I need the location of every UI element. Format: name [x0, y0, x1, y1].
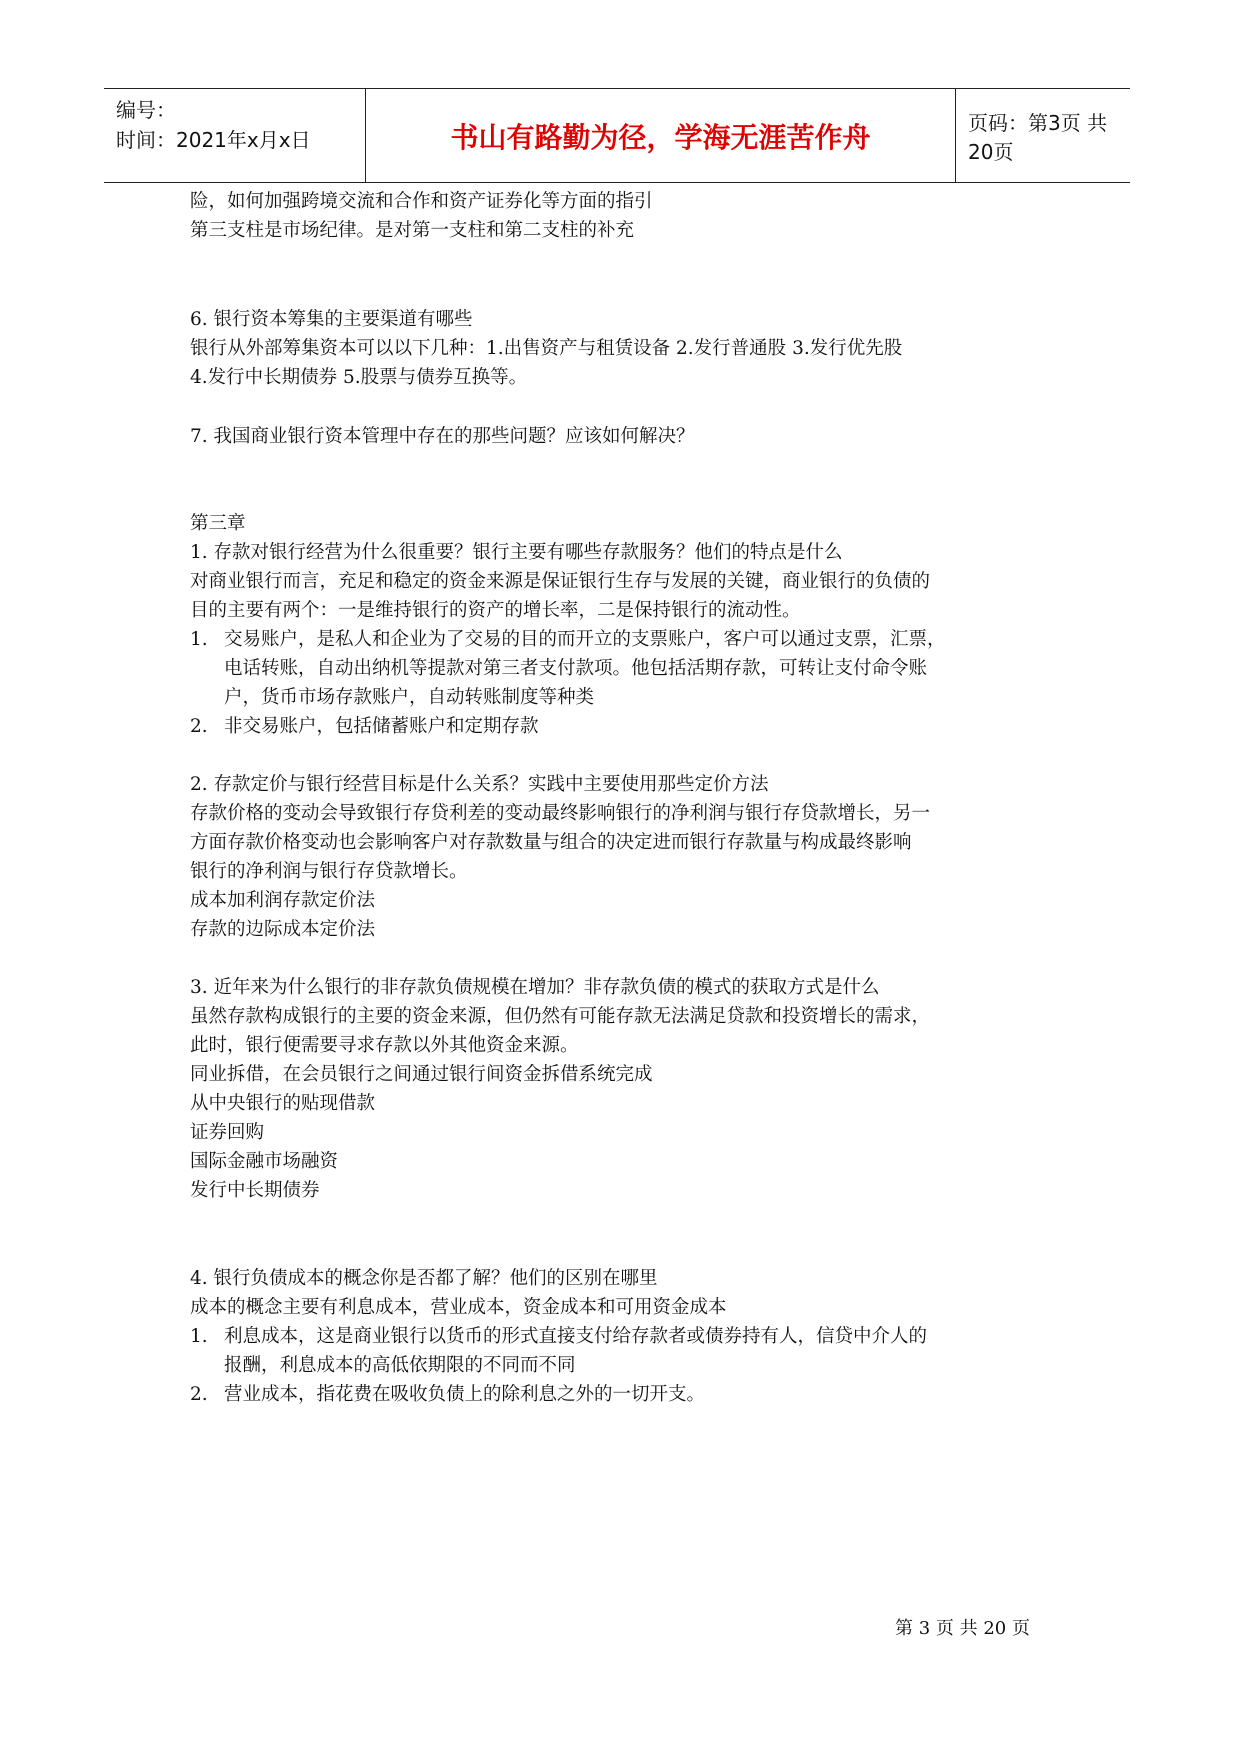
body-line: 存款的边际成本定价法	[190, 919, 376, 940]
header-motto: 书山有路勤为径，学海无涯苦作舟	[366, 89, 956, 182]
list-number: 2.	[190, 716, 208, 737]
page-header	[104, 88, 1130, 183]
header-page-info: 页码：第3页 共20页	[968, 110, 1108, 164]
question-heading: 2. 存款定价与银行经营目标是什么关系？实践中主要使用那些定价方法	[190, 774, 769, 795]
body-line: 发行中长期债券	[190, 1180, 320, 1201]
body-line: 同业拆借，在会员银行之间通过银行间资金拆借系统完成	[190, 1064, 653, 1085]
body-line: 虽然存款构成银行的主要的资金来源，但仍然有可能存款无法满足贷款和投资增长的需求，	[190, 1006, 931, 1027]
list-item-text: 电话转账，自动出纳机等提款对第三者支付款项。他包括活期存款，可转让支付命令账	[224, 658, 928, 679]
body-line: 成本加利润存款定价法	[190, 890, 376, 911]
chapter-heading: 第三章	[190, 513, 246, 534]
list-item-text: 交易账户，是私人和企业为了交易的目的而开立的支票账户，客户可以通过支票，汇票，	[224, 629, 946, 650]
body-line: 国际金融市场融资	[190, 1151, 339, 1172]
list-number: 2.	[190, 1384, 208, 1405]
header-meta	[104, 89, 366, 182]
list-number: 1.	[190, 629, 208, 650]
body-line: 险，如何加强跨境交流和合作和资产证券化等方面的指引	[190, 191, 653, 212]
body-line: 4.发行中长期债券 5.股票与债券互换等。	[190, 367, 528, 388]
body-line: 银行从外部筹集资本可以以下几种：1.出售资产与租赁设备 2.发行普通股 3.发行优先股	[190, 338, 903, 359]
list-number: 1.	[190, 1326, 208, 1347]
body-line: 第三支柱是市场纪律。是对第一支柱和第二支柱的补充	[190, 220, 635, 241]
body-line: 证券回购	[190, 1122, 265, 1143]
list-item-text: 营业成本，指花费在吸收负债上的除利息之外的一切开支。	[224, 1384, 706, 1405]
body-line: 此时，银行便需要寻求存款以外其他资金来源。	[190, 1035, 579, 1056]
page-footer: 第 3 页 共 20 页	[895, 1618, 1030, 1639]
body-line: 对商业银行而言，充足和稳定的资金来源是保证银行生存与发展的关键，商业银行的负债的	[190, 571, 931, 592]
question-heading: 3. 近年来为什么银行的非存款负债规模在增加？非存款负债的模式的获取方式是什么	[190, 977, 880, 998]
body-line: 成本的概念主要有利息成本，营业成本，资金成本和可用资金成本	[190, 1297, 727, 1318]
body-line: 银行的净利润与银行存贷款增长。	[190, 861, 468, 882]
question-heading: 7. 我国商业银行资本管理中存在的那些问题？应该如何解决？	[190, 426, 695, 447]
document-number: 编号：	[116, 98, 176, 122]
list-item-text: 户，货币市场存款账户，自动转账制度等种类	[224, 687, 595, 708]
body-line: 从中央银行的贴现借款	[190, 1093, 376, 1114]
question-heading: 4. 银行负债成本的概念你是否都了解？他们的区别在哪里	[190, 1268, 658, 1289]
body-line: 目的主要有两个：一是维持银行的资产的增长率，二是保持银行的流动性。	[190, 600, 801, 621]
list-item-text: 报酬，利息成本的高低依期限的不同而不同	[224, 1355, 576, 1376]
list-item-text: 非交易账户，包括储蓄账户和定期存款	[224, 716, 539, 737]
body-line: 存款价格的变动会导致银行存贷利差的变动最终影响银行的净利润与银行存贷款增长，另一	[190, 803, 931, 824]
question-heading: 1. 存款对银行经营为什么很重要？银行主要有哪些存款服务？他们的特点是什么	[190, 542, 843, 563]
document-time: 时间：2021年x月x日	[116, 128, 311, 152]
body-line: 方面存款价格变动也会影响客户对存款数量与组合的决定进而银行存款量与构成最终影响	[190, 832, 912, 853]
list-item-text: 利息成本，这是商业银行以货币的形式直接支付给存款者或债券持有人，信贷中介人的	[224, 1326, 928, 1347]
question-heading: 6. 银行资本筹集的主要渠道有哪些	[190, 309, 473, 330]
